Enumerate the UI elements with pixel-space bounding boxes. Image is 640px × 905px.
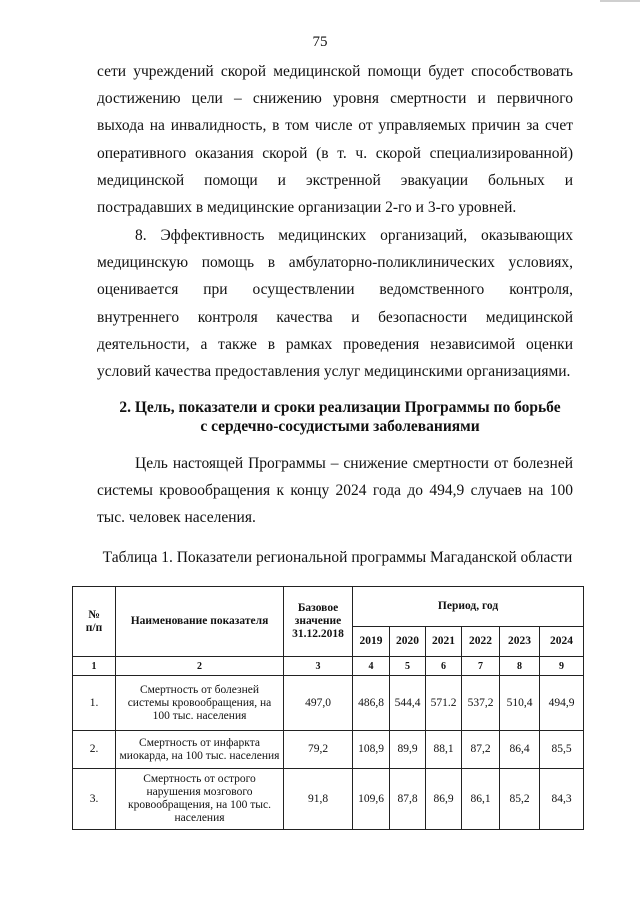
header-year: 2024 <box>540 627 584 657</box>
header-indicator-name: Наименование показателя <box>116 587 284 657</box>
header-year: 2021 <box>426 627 462 657</box>
column-number: 9 <box>540 657 584 676</box>
year-value: 86,4 <box>500 731 540 769</box>
indicator-name: Смертность от болезней системы кровообращения, на 100 тыс. населения <box>116 676 284 731</box>
year-value: 86,1 <box>462 769 500 830</box>
base-value: 91,8 <box>284 769 353 830</box>
year-value: 544,4 <box>390 676 426 731</box>
year-value: 89,9 <box>390 731 426 769</box>
section-title-line-1: 2. Цель, показатели и сроки реализации Программы по борьбе <box>119 399 561 416</box>
table-header-row <box>73 587 584 627</box>
section-title-line-2: с сердечно-сосудистыми заболеваниями <box>200 418 480 435</box>
year-value: 85,2 <box>500 769 540 830</box>
column-number: 1 <box>73 657 116 676</box>
column-number-row <box>73 657 584 676</box>
row-number: 2. <box>73 731 116 769</box>
year-value: 108,9 <box>353 731 390 769</box>
section-title <box>90 398 590 436</box>
table-caption: Таблица 1. Показатели региональной программы Магаданской области <box>102 549 573 566</box>
year-value: 109,6 <box>353 769 390 830</box>
column-number: 3 <box>284 657 353 676</box>
year-value: 88,1 <box>426 731 462 769</box>
header-year: 2020 <box>390 627 426 657</box>
header-number-line-2: п/п <box>85 621 103 634</box>
column-number: 8 <box>500 657 540 676</box>
base-value: 79,2 <box>284 731 353 769</box>
header-year: 2019 <box>353 627 390 657</box>
year-value: 87,8 <box>390 769 426 830</box>
column-number: 7 <box>462 657 500 676</box>
column-number: 4 <box>353 657 390 676</box>
paragraph-3: Цель настоящей Программы – снижение смертности от болезней системы кровообращения к концу 2024 года до 494,9 случаев на 100 тыс. человек населения. <box>97 455 573 527</box>
year-value: 571.2 <box>426 676 462 731</box>
column-number: 6 <box>426 657 462 676</box>
year-value: 86,9 <box>426 769 462 830</box>
year-value: 486,8 <box>353 676 390 731</box>
paragraph-1: сети учреждений скорой медицинской помощи будет способствовать достижению цели – снижению уровня смертности и первичного выхода на инвалидность, в том числе от управляемых причин за счет оперативного оказания скорой (в т. ч. скорой специализированной) медицинской помощи и экстренной эвакуации больных и пострадавших в медицинские организации 2-го и 3-го уровней. <box>97 63 573 217</box>
base-value: 497,0 <box>284 676 353 731</box>
column-number: 5 <box>390 657 426 676</box>
indicator-name: Смертность от острого нарушения мозгового кровообращения, на 100 тыс. населения <box>116 769 284 830</box>
row-number: 3. <box>73 769 116 830</box>
table-row <box>73 731 584 769</box>
year-value: 85,5 <box>540 731 584 769</box>
year-value: 84,3 <box>540 769 584 830</box>
indicator-name: Смертность от инфаркта миокарда, на 100 тыс. населения <box>116 731 284 769</box>
header-year: 2022 <box>462 627 500 657</box>
header-number-line-1: № <box>88 608 100 621</box>
row-number: 1. <box>73 676 116 731</box>
top-edge-mark <box>600 0 640 2</box>
paragraph-2: 8. Эффективность медицинских организаций, оказывающих медицинскую помощь в амбулаторно-поликлинических условиях, оценивается при осуществлении ведомственного контроля, внутреннего контроля качества и безопасности медицинской деятельности, а также в рамках проведения независимой оценки условий качества предоставления услуг медицинскими организациями. <box>97 227 573 381</box>
year-value: 494,9 <box>540 676 584 731</box>
year-value: 87,2 <box>462 731 500 769</box>
header-base-value: Базовое значение 31.12.2018 <box>284 587 353 657</box>
indicators-table <box>72 586 584 830</box>
column-number: 2 <box>116 657 284 676</box>
header-number <box>73 587 116 657</box>
table-row <box>73 676 584 731</box>
year-value: 537,2 <box>462 676 500 731</box>
header-period: Период, год <box>353 587 584 627</box>
table-row <box>73 769 584 830</box>
year-value: 510,4 <box>500 676 540 731</box>
page-number: 75 <box>312 34 328 50</box>
header-year: 2023 <box>500 627 540 657</box>
